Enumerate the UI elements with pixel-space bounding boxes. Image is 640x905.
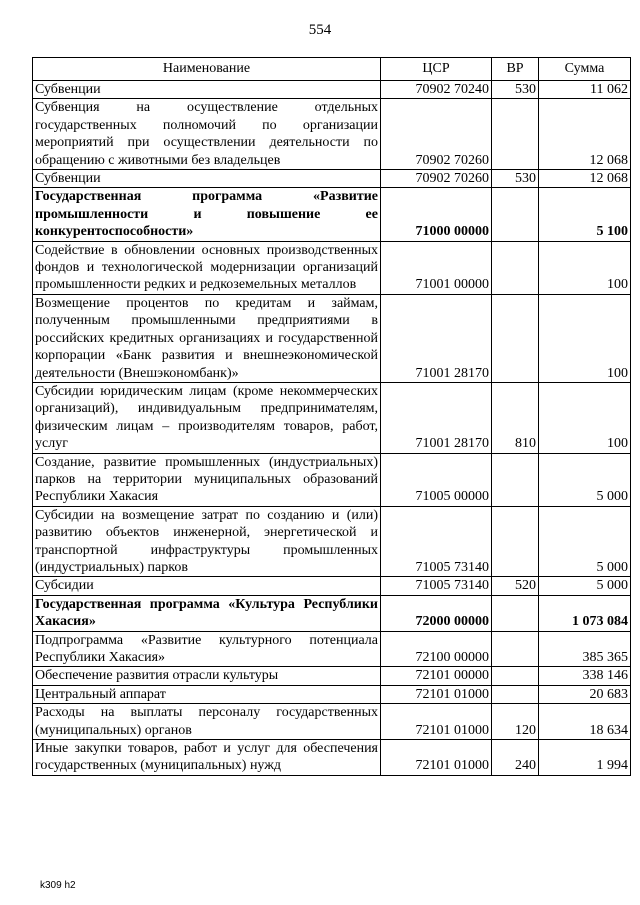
row-csr: 71001 00000	[381, 241, 492, 294]
row-sum: 100	[539, 241, 631, 294]
footer-code: k309 h2	[40, 880, 76, 891]
row-sum: 11 062	[539, 81, 631, 99]
row-vr	[492, 453, 539, 506]
table-row	[33, 188, 631, 241]
row-name: Иные закупки товаров, работ и услуг для обеспечения государственных (муниципальных) нужд	[33, 740, 381, 776]
row-vr: 810	[492, 382, 539, 453]
row-sum: 5 000	[539, 577, 631, 595]
row-vr	[492, 631, 539, 667]
row-csr: 70902 70260	[381, 170, 492, 188]
table-row	[33, 704, 631, 740]
header-sum: Сумма	[539, 58, 631, 81]
row-name: Создание, развитие промышленных (индустриальных) парков на территории муниципальных образований Республики Хакасия	[33, 453, 381, 506]
row-csr: 70902 70240	[381, 81, 492, 99]
row-name: Субсидии на возмещение затрат по созданию и (или) развитию объектов инженерной, энергетической и транспортной инфраструктуры промышленных (индустриальных) парков	[33, 506, 381, 577]
row-vr	[492, 99, 539, 170]
row-sum: 12 068	[539, 170, 631, 188]
table-row	[33, 170, 631, 188]
budget-table	[32, 57, 631, 776]
row-sum: 12 068	[539, 99, 631, 170]
row-name: Государственная программа «Культура Республики Хакасия»	[33, 595, 381, 631]
row-vr	[492, 667, 539, 685]
row-name: Субвенция на осуществление отдельных государственных полномочий по организации мероприятий при осуществлении деятельности по обращению с животными без владельцев	[33, 99, 381, 170]
row-name: Центральный аппарат	[33, 685, 381, 703]
row-vr: 530	[492, 170, 539, 188]
row-sum: 100	[539, 294, 631, 382]
header-name: Наименование	[33, 58, 381, 81]
table-row	[33, 577, 631, 595]
table-row	[33, 453, 631, 506]
row-csr: 72101 00000	[381, 667, 492, 685]
table-row	[33, 99, 631, 170]
table-row	[33, 81, 631, 99]
row-name: Расходы на выплаты персоналу государственных (муниципальных) органов	[33, 704, 381, 740]
page-number: 554	[308, 22, 332, 38]
row-vr: 240	[492, 740, 539, 776]
row-csr: 72101 01000	[381, 704, 492, 740]
row-sum: 20 683	[539, 685, 631, 703]
row-sum: 100	[539, 382, 631, 453]
table-row	[33, 667, 631, 685]
row-name: Подпрограмма «Развитие культурного потенциала Республики Хакасия»	[33, 631, 381, 667]
row-vr: 120	[492, 704, 539, 740]
row-vr	[492, 294, 539, 382]
header-csr: ЦСР	[381, 58, 492, 81]
table-row	[33, 685, 631, 703]
row-sum: 338 146	[539, 667, 631, 685]
row-vr: 520	[492, 577, 539, 595]
header-vr: ВР	[492, 58, 539, 81]
row-csr: 72100 00000	[381, 631, 492, 667]
row-name: Государственная программа «Развитие промышленности и повышение ее конкурентоспособности»	[33, 188, 381, 241]
row-csr: 71001 28170	[381, 382, 492, 453]
table-row	[33, 740, 631, 776]
row-csr: 72000 00000	[381, 595, 492, 631]
row-csr: 71005 73140	[381, 577, 492, 595]
table-row	[33, 631, 631, 667]
row-csr: 70902 70260	[381, 99, 492, 170]
table-row	[33, 506, 631, 577]
row-vr	[492, 506, 539, 577]
row-name: Содействие в обновлении основных производственных фондов и технологической модернизации организаций промышленности редких и редкоземельных металлов	[33, 241, 381, 294]
row-vr	[492, 685, 539, 703]
row-sum: 1 994	[539, 740, 631, 776]
table-row	[33, 294, 631, 382]
row-csr: 71000 00000	[381, 188, 492, 241]
table-row	[33, 382, 631, 453]
row-name: Обеспечение развития отрасли культуры	[33, 667, 381, 685]
row-name: Субсидии юридическим лицам (кроме некоммерческих организаций), индивидуальным предпринимателям, физическим лицам – производителям товаров, работ, услуг	[33, 382, 381, 453]
row-name: Субвенции	[33, 170, 381, 188]
row-csr: 72101 01000	[381, 685, 492, 703]
row-name: Возмещение процентов по кредитам и займам, полученным промышленными предприятиями в российских кредитных организациях и государственной корпорации «Банк развития и внешнеэкономической деятельности (Внешэкономбанк)»	[33, 294, 381, 382]
row-vr	[492, 595, 539, 631]
row-sum: 5 000	[539, 506, 631, 577]
row-sum: 1 073 084	[539, 595, 631, 631]
table-row	[33, 595, 631, 631]
row-sum: 18 634	[539, 704, 631, 740]
row-sum: 385 365	[539, 631, 631, 667]
row-vr	[492, 188, 539, 241]
table-header	[33, 58, 631, 81]
row-csr: 72101 01000	[381, 740, 492, 776]
row-csr: 71005 00000	[381, 453, 492, 506]
row-csr: 71001 28170	[381, 294, 492, 382]
row-sum: 5 000	[539, 453, 631, 506]
row-vr	[492, 241, 539, 294]
row-csr: 71005 73140	[381, 506, 492, 577]
table-body	[33, 81, 631, 776]
row-sum: 5 100	[539, 188, 631, 241]
row-name: Субвенции	[33, 81, 381, 99]
row-name: Субсидии	[33, 577, 381, 595]
table-row	[33, 241, 631, 294]
row-vr: 530	[492, 81, 539, 99]
